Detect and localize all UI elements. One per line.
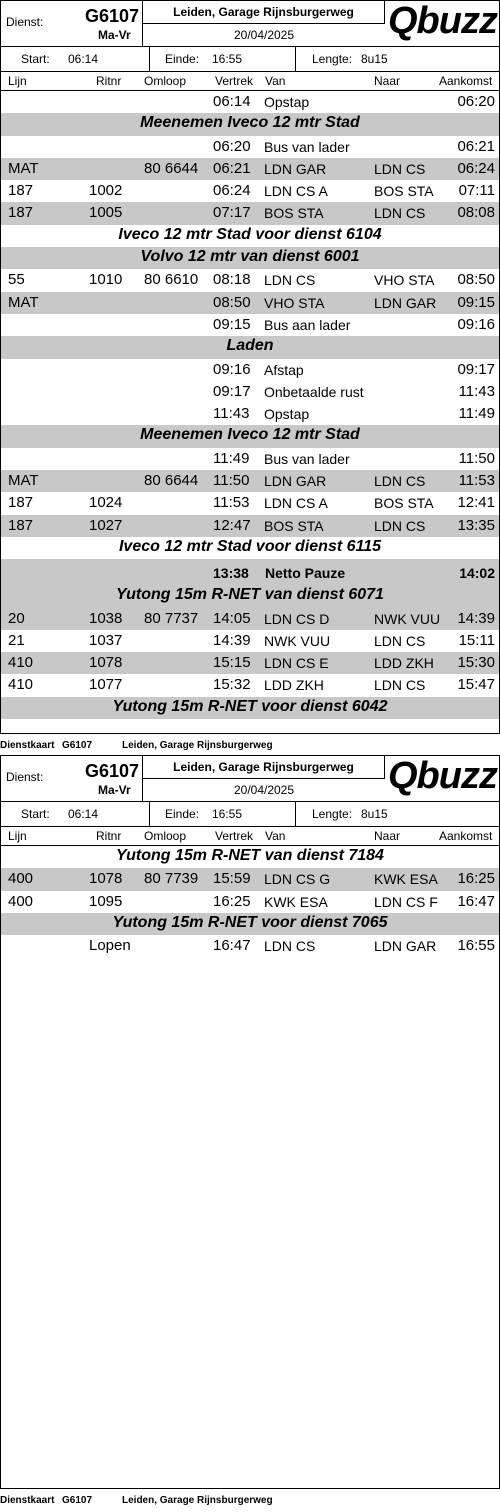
cell-van: LDN CS A xyxy=(264,495,328,512)
duty-times xyxy=(1,802,499,827)
cell-lijn: 400 xyxy=(8,892,34,910)
trip-row xyxy=(1,292,499,314)
cell-aankomst: 13:35 xyxy=(457,516,495,534)
qbuzz-logo: Qbuzz xyxy=(388,755,497,797)
trip-row xyxy=(1,630,499,652)
dienst-label: Dienst: xyxy=(6,15,44,29)
cell-aankomst: 06:20 xyxy=(457,93,495,110)
col-naar: Naar xyxy=(374,829,401,843)
cell-aankomst: 15:47 xyxy=(457,676,495,694)
start-time: 06:14 xyxy=(68,807,99,821)
section-title: Iveco 12 mtr Stad voor dienst 6115 xyxy=(118,537,382,555)
cell-aankomst: 11:53 xyxy=(458,472,495,490)
cell-naar: LDN CS xyxy=(374,632,426,649)
einde-time: 16:55 xyxy=(212,52,243,66)
trip-rows xyxy=(1,91,499,719)
section-title: Iveco 12 mtr Stad voor dienst 6104 xyxy=(118,225,382,243)
section-title: Yutong 15m R-NET van dienst 7184 xyxy=(116,847,384,864)
cell-ritnr: Lopen xyxy=(89,937,131,955)
duty-date: 20/04/2025 xyxy=(233,28,295,42)
section-title: Meenemen Iveco 12 mtr Stad xyxy=(140,114,360,132)
cell-naar: LDN CS F xyxy=(374,893,438,910)
section-title-row xyxy=(1,537,499,559)
cell-van: Opstap xyxy=(264,406,310,423)
cell-lijn: MAT xyxy=(8,293,39,311)
cell-vertrek: 15:32 xyxy=(213,676,251,694)
cell-van: LDN CS D xyxy=(264,610,330,627)
duty-code: G6107 xyxy=(85,6,140,26)
start-label: Start: xyxy=(21,807,50,821)
cell-naar: LDN CS xyxy=(374,473,426,490)
cell-van: LDN CS xyxy=(264,272,316,289)
cell-vertrek: 12:47 xyxy=(213,516,251,534)
cell-van: KWK ESA xyxy=(264,893,328,910)
trip-row xyxy=(1,269,499,291)
cell-van: BOS STA xyxy=(264,517,324,534)
cell-van: BOS STA xyxy=(264,205,324,222)
cell-omloop: 80 7739 xyxy=(144,870,199,888)
cell-vertrek: 16:25 xyxy=(213,892,251,910)
cell-aankomst: 06:21 xyxy=(457,137,495,155)
divider xyxy=(295,47,296,72)
section-title-row xyxy=(1,225,499,247)
footer-label: Dienstkaart xyxy=(0,740,55,751)
column-headers xyxy=(1,72,499,91)
cell-vertrek: 06:24 xyxy=(213,182,251,200)
cell-lijn: 55 xyxy=(8,271,25,289)
cell-lijn: 187 xyxy=(8,182,34,200)
cell-lijn: 410 xyxy=(8,676,34,694)
section-title: Volvo 12 mtr van dienst 6001 xyxy=(140,248,360,266)
trip-row xyxy=(1,314,499,336)
cell-vertrek: 09:15 xyxy=(213,315,251,333)
card-header xyxy=(1,756,499,802)
pause-label: Netto Pauze xyxy=(265,565,346,582)
lengte-value: 8u15 xyxy=(361,52,388,66)
start-label: Start: xyxy=(21,52,50,66)
section-title-row xyxy=(1,113,499,135)
lengte-label: Lengte: xyxy=(312,807,353,821)
trip-row xyxy=(1,359,499,381)
cell-van: Opstap xyxy=(264,94,310,110)
footer-depot: Leiden, Garage Rijnsburgerweg xyxy=(122,740,273,751)
cell-van: Bus van lader xyxy=(264,450,350,467)
cell-naar: LDN GAR xyxy=(374,294,437,311)
duty-code: G6107 xyxy=(85,761,140,781)
cell-aankomst: 09:16 xyxy=(457,315,495,333)
section-title: Meenemen Iveco 12 mtr Stad xyxy=(140,426,360,444)
cell-aankomst: 15:11 xyxy=(458,631,495,649)
cell-lijn: 400 xyxy=(8,870,34,888)
cell-van: Onbetaalde rust xyxy=(264,383,364,400)
cell-aankomst: 11:50 xyxy=(458,449,495,467)
cell-van: Afstap xyxy=(264,361,304,378)
cell-van: Bus van lader xyxy=(264,138,350,155)
section-title-row xyxy=(1,585,499,607)
depot-name: Leiden, Garage Rijnsburgerweg xyxy=(143,1,385,24)
trip-row xyxy=(1,652,499,674)
cell-vertrek: 08:18 xyxy=(213,271,251,289)
cell-van: LDN CS xyxy=(264,938,316,955)
cell-ritnr: 1078 xyxy=(89,870,123,888)
trip-row xyxy=(1,868,499,890)
cell-ritnr: 1038 xyxy=(89,609,123,627)
trip-rows xyxy=(1,846,499,957)
cell-naar: LDN CS xyxy=(374,677,426,694)
cell-van: LDN CS E xyxy=(264,655,329,672)
cell-omloop: 80 6610 xyxy=(144,271,199,289)
trip-row xyxy=(1,448,499,470)
footer-label: Dienstkaart xyxy=(0,1495,55,1506)
pause-end: 14:02 xyxy=(459,565,495,582)
cell-vertrek: 07:17 xyxy=(213,204,251,222)
col-aankomst: Aankomst xyxy=(439,829,493,843)
einde-time: 16:55 xyxy=(212,807,243,821)
section-title-row xyxy=(1,425,499,447)
cell-vertrek: 06:21 xyxy=(213,159,251,177)
cell-vertrek: 06:14 xyxy=(213,93,251,110)
cell-vertrek: 15:15 xyxy=(213,654,251,672)
cell-aankomst: 08:08 xyxy=(457,204,495,222)
cell-aankomst: 06:24 xyxy=(457,159,495,177)
section-title: Laden xyxy=(226,337,274,355)
col-naar: Naar xyxy=(374,74,401,88)
col-omloop: Omloop xyxy=(144,74,187,88)
cell-lijn: 20 xyxy=(8,609,25,627)
cell-omloop: 80 6644 xyxy=(144,159,199,177)
cell-omloop: 80 6644 xyxy=(144,472,199,490)
trip-row xyxy=(1,891,499,913)
cell-van: LDN CS A xyxy=(264,183,328,200)
col-vertrek: Vertrek xyxy=(215,829,254,843)
cell-aankomst: 15:30 xyxy=(457,654,495,672)
col-omloop: Omloop xyxy=(144,829,187,843)
cell-vertrek: 09:17 xyxy=(213,382,251,400)
cell-vertrek: 11:53 xyxy=(213,494,250,512)
col-van: Van xyxy=(265,74,286,88)
cell-aankomst: 11:49 xyxy=(458,405,495,423)
cell-van: LDN GAR xyxy=(264,160,327,177)
cell-aankomst: 12:41 xyxy=(457,494,495,512)
cell-aankomst: 09:15 xyxy=(457,293,495,311)
duty-card xyxy=(0,755,500,1489)
cell-van: Bus aan lader xyxy=(264,316,351,333)
cell-van: LDN GAR xyxy=(264,473,327,490)
cell-naar: BOS STA xyxy=(374,495,434,512)
col-vertrek: Vertrek xyxy=(215,74,254,88)
cell-naar: BOS STA xyxy=(374,183,434,200)
trip-row xyxy=(1,136,499,158)
cell-aankomst: 09:17 xyxy=(457,360,495,378)
footer-code: G6107 xyxy=(62,740,93,751)
duty-days: Ma-Vr xyxy=(98,28,131,42)
cell-aankomst: 11:43 xyxy=(458,382,495,400)
col-aankomst: Aankomst xyxy=(439,74,493,88)
cell-lijn: 187 xyxy=(8,494,34,512)
cell-lijn: 187 xyxy=(8,516,34,534)
cell-vertrek: 06:20 xyxy=(213,137,251,155)
trip-row xyxy=(1,935,499,957)
trip-row xyxy=(1,158,499,180)
cell-omloop: 80 7737 xyxy=(144,609,199,627)
cell-aankomst: 08:50 xyxy=(457,271,495,289)
footer-depot: Leiden, Garage Rijnsburgerweg xyxy=(122,1495,273,1506)
section-title: Yutong 15m R-NET van dienst 6071 xyxy=(116,586,384,604)
trip-row xyxy=(1,470,499,492)
trip-row xyxy=(1,515,499,537)
cell-vertrek: 14:05 xyxy=(213,609,251,627)
cell-vertrek: 16:47 xyxy=(213,937,251,955)
cell-ritnr: 1077 xyxy=(89,676,123,694)
section-title: Yutong 15m R-NET voor dienst 7065 xyxy=(112,913,388,931)
cell-naar: VHO STA xyxy=(374,272,435,289)
cell-ritnr: 1005 xyxy=(89,204,123,222)
cell-van: LDD ZKH xyxy=(264,677,324,694)
einde-label: Einde: xyxy=(165,807,200,821)
cell-aankomst: 16:25 xyxy=(457,870,495,888)
lengte-label: Lengte: xyxy=(312,52,353,66)
section-title-row xyxy=(1,247,499,269)
cell-ritnr: 1010 xyxy=(89,271,123,289)
trip-row xyxy=(1,674,499,696)
divider xyxy=(149,47,150,72)
trip-row xyxy=(1,403,499,425)
cell-vertrek: 11:43 xyxy=(213,405,250,423)
cell-naar: NWK VUU xyxy=(374,610,441,627)
cell-naar: LDN CS xyxy=(374,205,426,222)
cell-van: LDN CS G xyxy=(264,871,331,888)
duty-days: Ma-Vr xyxy=(98,783,131,797)
trip-row xyxy=(1,381,499,403)
col-lijn: Lijn xyxy=(8,74,27,88)
cell-vertrek: 11:50 xyxy=(213,472,250,490)
trip-row xyxy=(1,608,499,630)
cell-lijn: 187 xyxy=(8,204,34,222)
cell-ritnr: 1002 xyxy=(89,182,123,200)
cell-aankomst: 16:47 xyxy=(457,892,495,910)
col-ritnr: Ritnr xyxy=(96,74,122,88)
cell-aankomst: 07:11 xyxy=(458,182,495,200)
einde-label: Einde: xyxy=(165,52,200,66)
cell-ritnr: 1078 xyxy=(89,654,123,672)
cell-vertrek: 08:50 xyxy=(213,293,251,311)
section-title-row xyxy=(1,697,499,719)
dienstkaart-page-2 xyxy=(0,755,500,1512)
col-van: Van xyxy=(265,829,286,843)
dienst-label: Dienst: xyxy=(6,770,44,784)
duty-card xyxy=(0,0,500,734)
cell-lijn: MAT xyxy=(8,472,39,490)
cell-ritnr: 1027 xyxy=(89,516,123,534)
cell-ritnr: 1095 xyxy=(89,892,123,910)
col-lijn: Lijn xyxy=(8,829,27,843)
qbuzz-logo: Qbuzz xyxy=(388,0,497,42)
cell-naar: LDD ZKH xyxy=(374,655,434,672)
section-title-row xyxy=(1,913,499,935)
depot-name: Leiden, Garage Rijnsburgerweg xyxy=(143,756,385,779)
column-headers xyxy=(1,827,499,846)
cell-lijn: 410 xyxy=(8,654,34,672)
footer-code: G6107 xyxy=(62,1495,93,1506)
cell-van: NWK VUU xyxy=(264,632,331,649)
cell-aankomst: 14:39 xyxy=(457,609,495,627)
section-title-row xyxy=(1,846,499,868)
cell-vertrek: 15:59 xyxy=(213,870,251,888)
cell-ritnr: 1037 xyxy=(89,631,123,649)
cell-aankomst: 16:55 xyxy=(457,937,495,955)
trip-row xyxy=(1,91,499,113)
pause-start: 13:38 xyxy=(213,565,249,582)
duty-times xyxy=(1,47,499,72)
start-time: 06:14 xyxy=(68,52,99,66)
cell-vertrek: 09:16 xyxy=(213,360,251,378)
cell-naar: KWK ESA xyxy=(374,871,438,888)
cell-vertrek: 11:49 xyxy=(213,449,250,467)
pause-row xyxy=(1,559,499,585)
cell-van: VHO STA xyxy=(264,294,325,311)
section-title-row xyxy=(1,336,499,358)
cell-naar: LDN GAR xyxy=(374,938,437,955)
cell-naar: LDN CS xyxy=(374,160,426,177)
lengte-value: 8u15 xyxy=(361,807,388,821)
trip-row xyxy=(1,492,499,514)
divider xyxy=(295,802,296,827)
duty-date: 20/04/2025 xyxy=(233,783,295,797)
cell-lijn: 21 xyxy=(8,631,25,649)
divider xyxy=(149,802,150,827)
section-title: Yutong 15m R-NET voor dienst 6042 xyxy=(112,697,388,715)
cell-lijn: MAT xyxy=(8,159,39,177)
cell-vertrek: 14:39 xyxy=(213,631,251,649)
card-header xyxy=(1,1,499,47)
cell-ritnr: 1024 xyxy=(89,494,123,512)
col-ritnr: Ritnr xyxy=(96,829,122,843)
cell-naar: LDN CS xyxy=(374,517,426,534)
trip-row xyxy=(1,180,499,202)
trip-row xyxy=(1,202,499,224)
